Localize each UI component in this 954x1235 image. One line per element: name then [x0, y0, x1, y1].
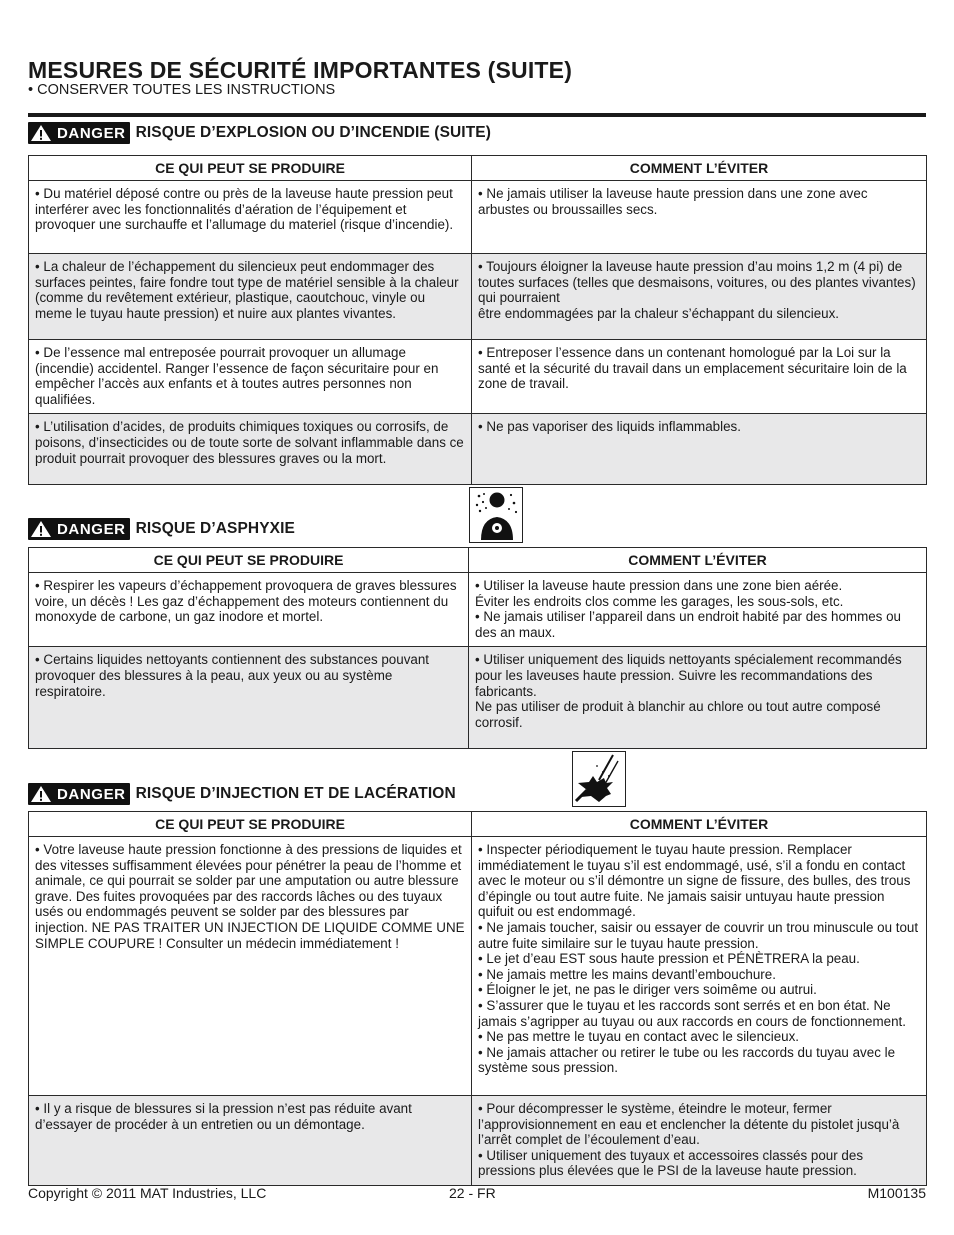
prevention-text: • Entreposer l’essence dans un contenant homologué par la Loi sur la santé et la sécurité du travail dans un emplacement sécuritaire loin de la zone de travail.: [478, 345, 907, 392]
warning-triangle-icon: [30, 124, 52, 142]
hazard-cell: [29, 647, 469, 749]
footer-document-number: M100135: [867, 1185, 926, 1201]
hazard-table-injection: [28, 811, 927, 1186]
section-title: RISQUE D’EXPLOSION OU D’INCENDIE (SUITE): [135, 124, 491, 141]
prevention-text: • S’assurer que le tuyau et les raccords sont serrés et en bon état. Ne jamais s’agripper au tuyau ou aux raccords en cours de fonctionnement.: [478, 997, 906, 1029]
hazard-text: • La chaleur de l’échappement du silencieux peut endommager des surfaces peintes, faire fondre tout type de matériel sensible à la chaleur (comme du revêtement extérieur, plastique, caoutchouc, vinyle ou meme le tuyau haute pression) et nuire aux plantes vivantes.: [35, 259, 459, 321]
column-header-how: COMMENT L’ÉVITER: [472, 156, 927, 181]
prevention-cell: [472, 181, 927, 254]
prevention-text: • Ne jamais utiliser la laveuse haute pression dans une zone avec arbustes ou broussailles secs.: [478, 186, 868, 217]
column-header-how: COMMENT L’ÉVITER: [472, 812, 927, 837]
prevention-text: être endommagées par la chaleur s’échappant du silencieux.: [478, 305, 840, 321]
table-row: [29, 1096, 927, 1186]
prevention-cell: [472, 254, 927, 340]
hazard-text: • Du matériel déposé contre ou près de la laveuse haute pression peut interférer avec les fonctionnalités d’aération de l’équipement et provoquer une surchauffe et l’allumage du materiel (risque d’incendie).: [35, 186, 454, 233]
hazard-text: • Votre laveuse haute pression fonctionne à des pressions de liquides et des vitesses suffisamment élevées pour pénétrer la peau de l’homme et animale, ce qui pourrait se solder par une amputation ou autre blessure grave. Des fuites provoquées par des raccords lâches ou des tuyaux usés ou endommagés peuvent se solder par des blessures par injection. NE PAS TRAITER UN INJECTION DE LIQUIDE COMME UNE SIMPLE COUPURE ! Consulter un médecin immédiatement !: [35, 842, 465, 951]
danger-heading-injection: [28, 783, 456, 805]
hazard-cell: [29, 1096, 472, 1186]
prevention-text: • Utiliser uniquement des liquids nettoyants spécialement recommandés: [475, 652, 902, 668]
prevention-text: Éviter les endroits clos comme les garages, les sous-sols, etc.: [475, 593, 844, 609]
prevention-text: • Inspecter périodiquement le tuyau haute pression. Remplacer immédiatement le tuyau s’il est endommagé, usé, s’il a fondu en contact avec le moteur ou s’il démontre un signe de fissure, des bulles, des trous d’épingle ou tout autre fuite. Ne jamais saisir untuyau haute pression quifuit ou est endommagé.: [478, 842, 911, 920]
hazard-text: • De l’essence mal entreposée pourrait provoquer un allumage (incendie) accidentel. Ranger l’essence de façon sécuritaire pour en empêcher l’accès aux enfants et à toutes autres personnes non qualifiées.: [35, 345, 439, 407]
column-header-what: CE QUI PEUT SE PRODUIRE: [29, 812, 472, 837]
prevention-text: • Utiliser la laveuse haute pression dans une zone bien aérée.: [475, 578, 843, 593]
prevention-text: • Ne pas vaporiser des liquids inflammables.: [478, 419, 741, 435]
danger-heading-explosion: [28, 122, 491, 144]
danger-heading-asphyxia: [28, 518, 295, 540]
page-title: MESURES DE SÉCURITÉ IMPORTANTES (SUITE): [28, 57, 573, 83]
hazard-cell: [29, 254, 472, 340]
column-header-what: CE QUI PEUT SE PRODUIRE: [29, 156, 472, 181]
hazard-cell: [29, 340, 472, 414]
hazard-text: • Respirer les vapeurs d’échappement provoquera de graves blessures voire, un décès ! Les gaz d’échappement des moteurs contiennent du monoxyde de carbone, un gaz inodore et mortel.: [35, 578, 457, 625]
prevention-cell: [472, 340, 927, 414]
table-row: [29, 573, 927, 647]
prevention-cell: [472, 414, 927, 485]
hazard-cell: [29, 837, 472, 1096]
table-row: [29, 254, 927, 340]
danger-badge: [28, 518, 130, 540]
column-header-how: COMMENT L’ÉVITER: [469, 548, 927, 573]
page-subtitle: • CONSERVER TOUTES LES INSTRUCTIONS: [28, 82, 336, 98]
prevention-text: • Utiliser uniquement des tuyaux et accessoires classés pour des pressions plus élevées que le PSI de la laveuse haute pression.: [478, 1147, 864, 1179]
table-row: [29, 647, 927, 749]
table-row: [29, 837, 927, 1096]
header-divider: [28, 113, 926, 117]
hazard-text: • Certains liquides nettoyants contiennent des substances pouvant provoquer des blessures à la peau, aux yeux ou au système respiratoire.: [35, 652, 430, 699]
hazard-text: • Il y a risque de blessures si la pression n’est pas réduite avant d’essayer de procéder à un entretien ou un démontage.: [35, 1101, 412, 1132]
footer-copyright: Copyright © 2011 MAT Industries, LLC: [28, 1185, 267, 1201]
prevention-text: • Ne jamais toucher, saisir ou essayer de couvrir un trou minuscule ou tout autre fuite similaire sur le tuyau haute pression.: [478, 919, 919, 951]
hazard-table-asphyxia: [28, 547, 927, 749]
table-row: [29, 414, 927, 485]
footer-page-number: 22 - FR: [449, 1185, 496, 1201]
prevention-text: pour les laveuses haute pression. Suivre les recommandations des fabricants.: [475, 667, 873, 699]
section-title: RISQUE D’ASPHYXIE: [135, 520, 295, 537]
prevention-text: • Ne pas mettre le tuyau en contact avec le silencieux.: [478, 1029, 800, 1045]
column-header-what: CE QUI PEUT SE PRODUIRE: [29, 548, 469, 573]
table-row: [29, 181, 927, 254]
warning-triangle-icon: [30, 520, 52, 538]
hazard-cell: [29, 414, 472, 485]
hand-injection-icon: [572, 751, 626, 807]
prevention-text: • Toujours éloigner la laveuse haute pression d’au moins 1,2 m (4 pi) de toutes surfaces (telles que desmaisons, voitures, ou des plantes vivantes) qui pourraient: [478, 259, 916, 306]
prevention-text: • Le jet d’eau EST sous haute pression et PÉNÈTRERA la peau.: [478, 951, 860, 967]
prevention-text: • Ne jamais utiliser l’appareil dans un endroit habité par des hommes ou des an maux.: [475, 609, 901, 640]
danger-label: DANGER: [57, 785, 126, 803]
prevention-text: • Éloigner le jet, ne pas le diriger vers soimême ou autrui.: [478, 982, 817, 998]
hazard-cell: [29, 181, 472, 254]
toxic-fumes-icon: [469, 487, 523, 543]
table-row: [29, 340, 927, 414]
danger-label: DANGER: [57, 124, 126, 142]
prevention-cell: [472, 1096, 927, 1186]
prevention-cell: [469, 573, 927, 647]
hazard-table-explosion: [28, 155, 927, 485]
section-title: RISQUE D’INJECTION ET DE LACÉRATION: [135, 785, 456, 802]
prevention-text: • Ne jamais attacher ou retirer le tube ou les raccords du tuyau avec le système sous pression.: [478, 1044, 896, 1076]
hazard-text: • L’utilisation d’acides, de produits chimiques toxiques ou corrosifs, de poisons, d’insecticides ou de toute sorte de solvant inflammable dans ce produit pourrait provoquer des blessures graves ou la mort.: [35, 419, 464, 466]
warning-triangle-icon: [30, 785, 52, 803]
prevention-text: Ne pas utiliser de produit à blanchir au chlore ou tout autre composé corrosif.: [475, 699, 881, 730]
hazard-cell: [29, 573, 469, 647]
danger-badge: [28, 122, 130, 144]
prevention-text: • Ne jamais mettre les mains devantl’embouchure.: [478, 966, 776, 982]
prevention-cell: [472, 837, 927, 1096]
prevention-text: • Pour décompresser le système, éteindre le moteur, fermer l’approvisionnement en eau et enclencher la détente du pistolet jusqu’à l’arrêt complet de l’écoulement d’eau.: [478, 1101, 900, 1148]
danger-badge: [28, 783, 130, 805]
danger-label: DANGER: [57, 520, 126, 538]
prevention-cell: [469, 647, 927, 749]
